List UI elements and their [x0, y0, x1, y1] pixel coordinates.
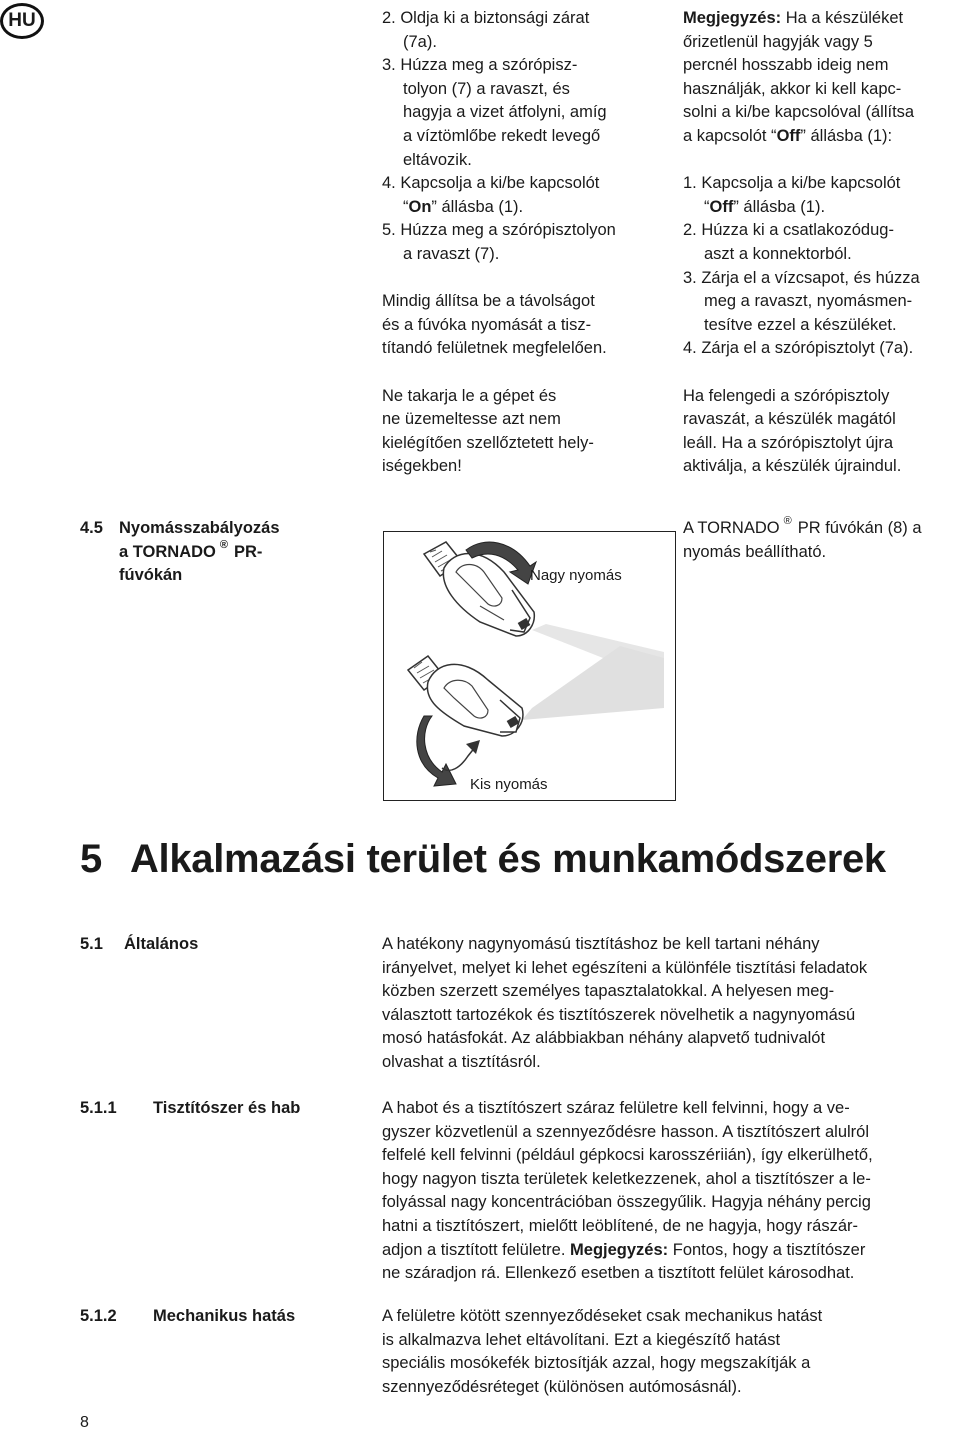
nozzle-low-pressure-icon	[408, 646, 664, 786]
text-line: is alkalmazva lehet eltávolítani. Ezt a kiegészítő hatást	[382, 1330, 781, 1349]
paragraph-heading: Mechanikus hatás	[153, 1307, 296, 1325]
text-line: leáll. Ha a szórópisztolyt újra	[683, 433, 894, 452]
text-line: (7a).	[403, 32, 437, 51]
text-line: és a fúvóka nyomását a tisz-	[382, 315, 592, 334]
section-title-line: Nyomásszabályozás	[119, 519, 280, 537]
text-line: hatni a tisztítószert, mielőtt leöblítené, de ne hagyja, hogy rászár-	[382, 1216, 859, 1235]
text-fragment: állásba (1):	[810, 126, 893, 145]
text-line: 4. Zárja el a szórópisztolyt (7a).	[683, 339, 914, 358]
note-label: Megjegyzés:	[683, 9, 782, 27]
text-line: irányelvet, melyet ki lehet egészíteni a különféle tisztítási feladatok	[382, 958, 868, 977]
text-line: használják, akkor ki kell kapc-	[683, 79, 902, 98]
text-line: nyomás beállítható.	[683, 542, 827, 561]
text-line: felfelé kell felvinni (például gépkocsi karosszériián), így elkerülhető,	[382, 1146, 873, 1165]
text-line: a kapcsolót “Off” állásba (1):	[683, 126, 893, 145]
text-line: gyszer közvetlenül a szennyeződésre hasson. A tisztítószert alulról	[382, 1122, 869, 1141]
text-fragment: PR-	[233, 542, 263, 561]
note-text: Ha a készüléket	[785, 9, 904, 27]
text-line: olvashat a tisztításról.	[382, 1052, 541, 1071]
text-line: hogy nagyon tiszta területek keletkezzenek, ahol a tisztítószer a le-	[382, 1169, 871, 1188]
paragraph-number: 5.1.1	[80, 1099, 117, 1117]
text-line: aszt a konnektorból.	[704, 244, 852, 263]
language-badge: HU	[0, 3, 44, 39]
text-line: tolyon (7) a ravaszt, és	[403, 79, 570, 98]
paragraph-heading: Általános	[124, 935, 199, 953]
text-line: a víztömlőbe rekedt levegő	[403, 126, 601, 145]
section-title	[119, 517, 280, 588]
paragraph-body	[382, 1097, 873, 1286]
text-line: választott tartozékok és tisztítószerek növelhetik a nagynyomású	[382, 1005, 856, 1024]
text-fragment: a kapcsolót	[683, 126, 767, 145]
text-line: szennyeződésréteget (különösen autómosásnál).	[382, 1377, 742, 1396]
text-line: eltávozik.	[403, 150, 472, 169]
label-high-pressure: Nagy nyomás	[530, 567, 622, 584]
text-line: Ne takarja le a gépet és	[382, 386, 557, 405]
text-line: 2. Oldja ki a biztonsági zárat	[382, 9, 590, 27]
chapter-number: 5	[80, 837, 102, 881]
chapter-title: Alkalmazási terület és munkamódszerek	[129, 837, 886, 881]
registered-mark: ®	[783, 515, 792, 527]
text-line: iségekben!	[382, 457, 462, 476]
text-fragment: állásba (1).	[743, 197, 826, 216]
text-line: “On” állásba (1).	[403, 197, 524, 216]
paragraph-body	[382, 1305, 822, 1399]
text-line: percnél hosszabb ideig nem	[683, 56, 889, 75]
text-line: aktiválja, a készülék újraindul.	[683, 457, 902, 476]
off-word: Off	[709, 197, 734, 216]
text-line: 3. Zárja el a vízcsapot, és húzza	[683, 268, 920, 287]
text-line: meg a ravaszt, nyomásmen-	[704, 292, 913, 311]
text-line: “Off” állásba (1).	[704, 197, 826, 216]
text-line: hagyja a vizet átfolyni, amíg	[403, 103, 607, 122]
section-title-line	[119, 538, 280, 565]
text-fragment: A TORNADO	[683, 519, 780, 537]
text-line	[683, 7, 920, 31]
text-line: közben szerzett személyes tapasztalatokkal. A helyesen meg-	[382, 982, 835, 1001]
text-line: ne üzemeltesse azt nem	[382, 410, 561, 429]
text-line: 5. Húzza meg a szórópisztolyon	[382, 221, 616, 240]
note-label: Megjegyzés:	[570, 1240, 669, 1259]
text-line: A hatékony nagynyomású tisztításhoz be kell tartani néhány	[382, 935, 820, 953]
page-number: 8	[80, 1414, 89, 1431]
text-fragment: adjon a tisztított felületre.	[382, 1240, 566, 1259]
section-title-line: fúvókán	[119, 566, 183, 585]
chapter-heading	[80, 836, 886, 882]
text-line: A felületre kötött szennyeződéseket csak mechanikus hatást	[382, 1307, 823, 1325]
label-low-pressure: Kis nyomás	[470, 776, 548, 793]
off-word: Off	[776, 126, 801, 145]
text-line: títandó felületnek megfelelően.	[382, 339, 607, 358]
on-suffix: állásba (1).	[436, 197, 524, 216]
text-line: mosó hatásfokát. Az alábbiakban néhány alapvető tudnivalót	[382, 1029, 826, 1048]
registered-mark: ®	[219, 538, 228, 551]
text-line	[382, 1239, 873, 1263]
text-line: solni a ki/be kapcsolóval (állítsa	[683, 103, 915, 122]
paragraph-body	[382, 933, 867, 1075]
paragraph-heading: Tisztítószer és hab	[153, 1099, 301, 1117]
nozzle-illustration	[384, 532, 674, 799]
section-description	[683, 517, 922, 564]
paragraph-number: 5.1.2	[80, 1307, 117, 1325]
paragraph-number: 5.1	[80, 935, 103, 953]
text-fragment: PR fúvókán (8) a	[797, 519, 922, 537]
section-number: 4.5	[80, 519, 103, 537]
nozzle-figure	[383, 531, 676, 801]
text-line	[683, 517, 922, 541]
text-line: a ravaszt (7).	[403, 244, 500, 263]
text-line: folyással nagy koncentrációban összegyűlik. Hagyja néhány percig	[382, 1193, 871, 1212]
text-line: ne száradjon rá. Ellenkező esetben a tisztított felület károsodhat.	[382, 1264, 855, 1283]
text-line: ravaszát, a készülék magától	[683, 410, 896, 429]
text-line: A habot és a tisztítószert száraz felületre kell felvinni, hogy a ve-	[382, 1099, 850, 1117]
text-line: Ha felengedi a szórópisztoly	[683, 386, 890, 405]
text-line: Mindig állítsa be a távolságot	[382, 292, 595, 311]
on-word: On	[408, 197, 432, 216]
text-line: tesítve ezzel a készüléket.	[704, 315, 897, 334]
text-fragment: a TORNADO	[119, 542, 216, 561]
left-column-instructions	[382, 7, 616, 479]
text-line: 2. Húzza ki a csatlakozódug-	[683, 221, 894, 240]
text-line: speciális mosókefék biztosítják azzal, hogy megszakítják a	[382, 1354, 811, 1373]
text-fragment: Fontos, hogy a tisztítószer	[672, 1240, 866, 1259]
text-line: kielégítően szellőztetett hely-	[382, 433, 594, 452]
text-line: 1. Kapcsolja a ki/be kapcsolót	[683, 174, 901, 193]
text-line: 3. Húzza meg a szórópisz-	[382, 56, 578, 75]
right-column-note	[683, 7, 920, 479]
text-line: őrizetlenül hagyják vagy 5	[683, 32, 873, 51]
text-line: 4. Kapcsolja a ki/be kapcsolót	[382, 174, 600, 193]
